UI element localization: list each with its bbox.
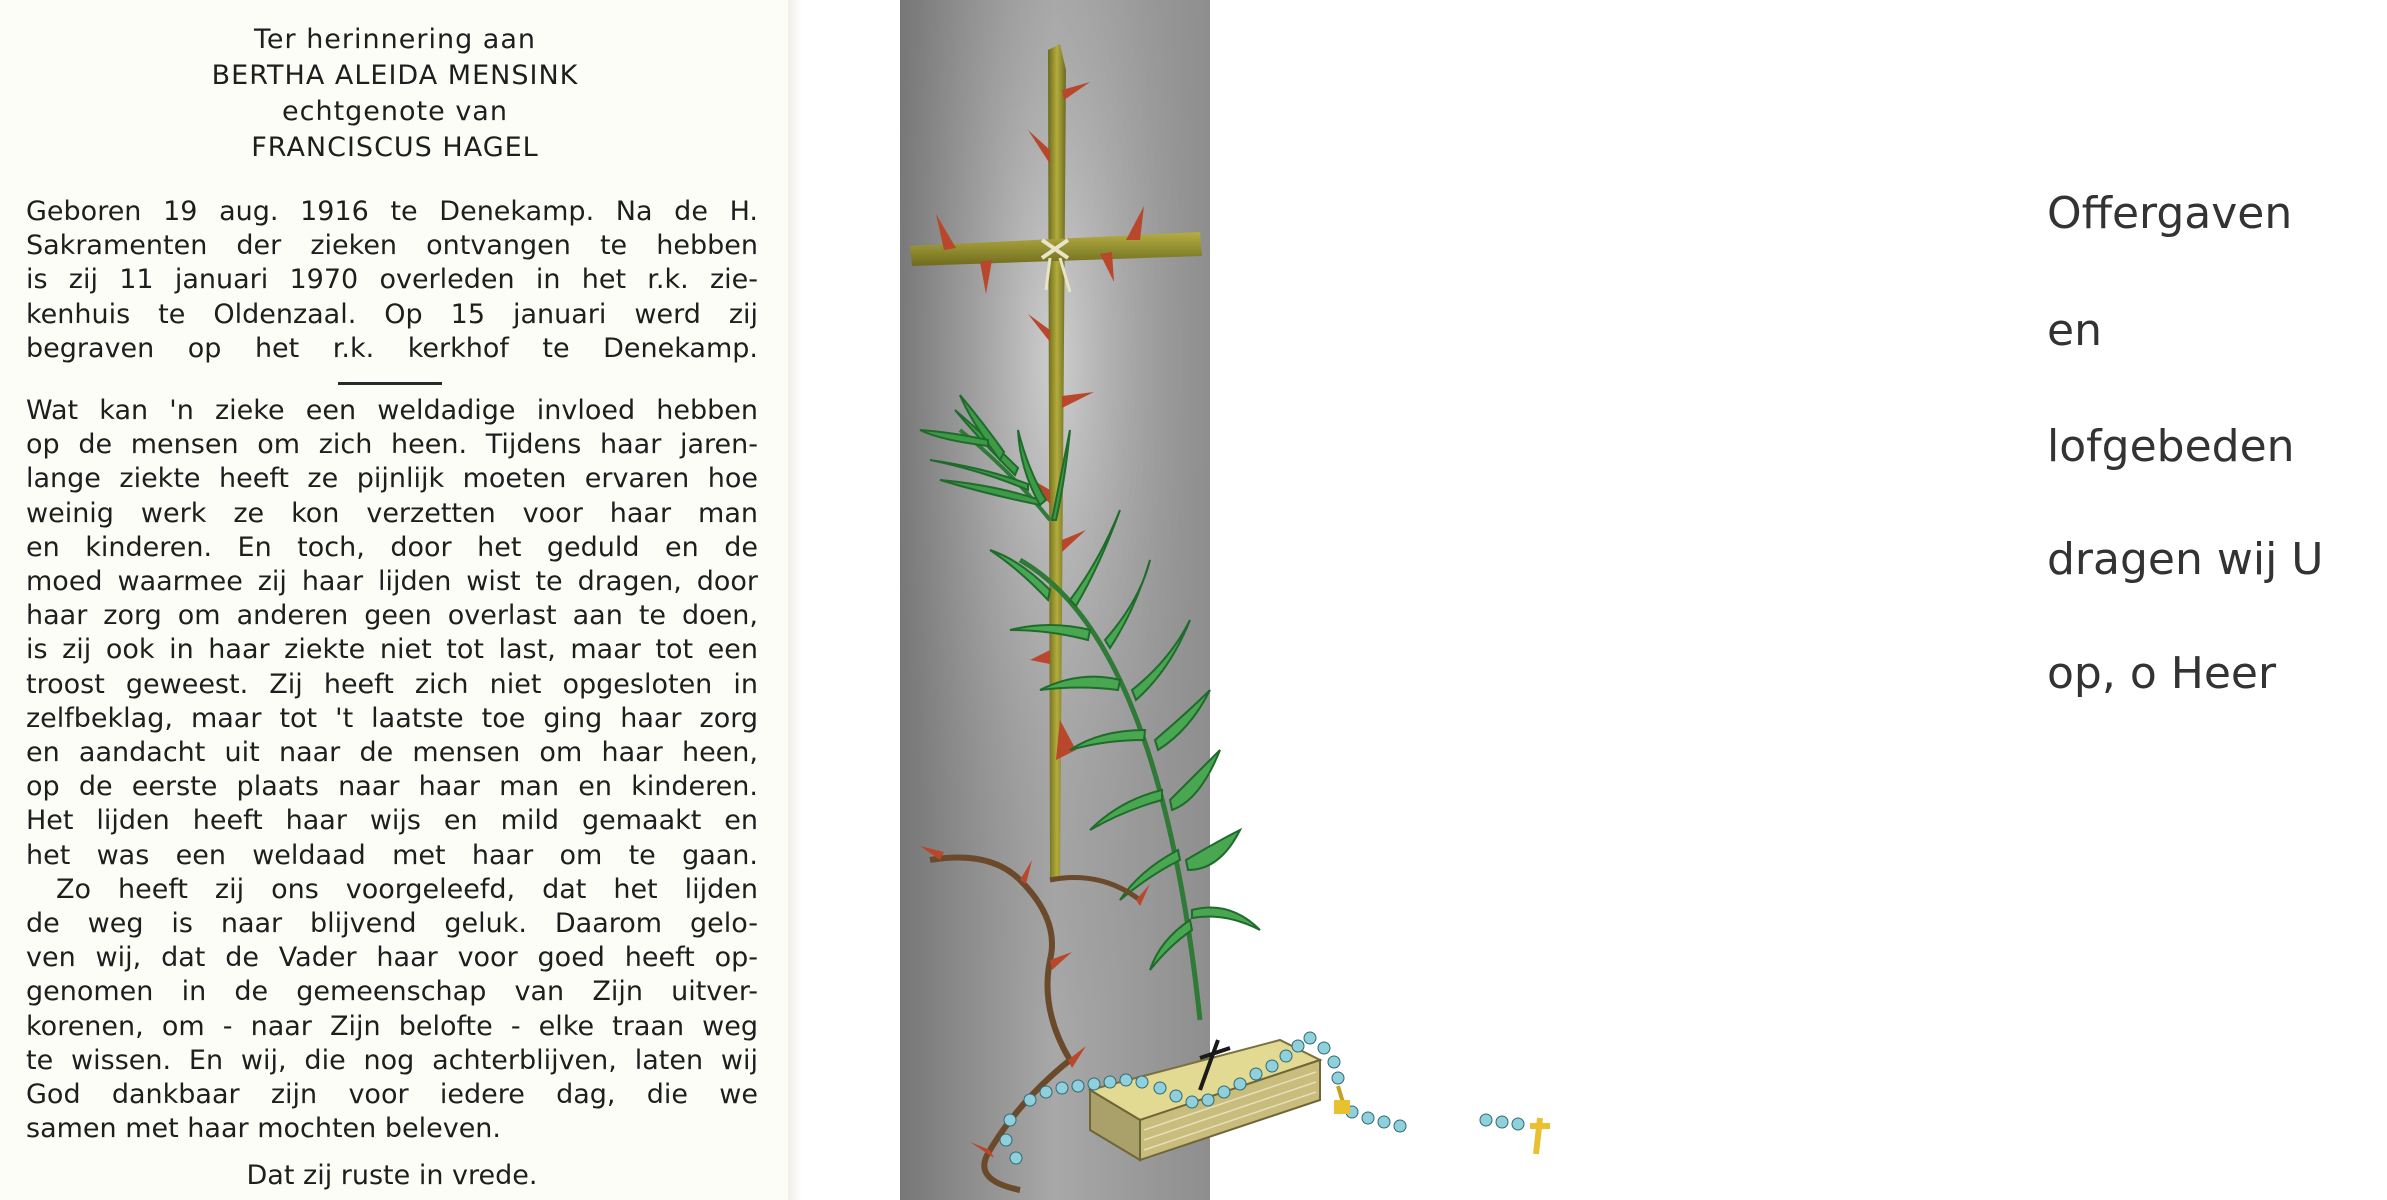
reflection-line: troost geweest. Zij heeft zich niet opgesloten in [26, 668, 758, 700]
biography-line: begraven op het r.k. kerkhof te Denekamp. [26, 332, 758, 364]
biography-line: Geboren 19 aug. 1916 te Denekamp. Na de H. [26, 196, 758, 227]
prayer-line: dragen wij U [2047, 534, 2324, 585]
section-divider [338, 382, 442, 385]
reflection-line: korenen, om - naar Zijn belofte - elke traan weg [26, 1010, 758, 1042]
memorial-header [30, 22, 760, 166]
reflection-line: God dankbaar zijn voor iedere dag, die we [26, 1079, 758, 1111]
reflection-line: het was een weldaad met haar om te gaan. [26, 839, 758, 871]
reflection-line: ven wij, dat de Vader haar voor goed heeft op- [26, 942, 758, 974]
cross-illustration [900, 0, 1412, 1200]
reflection-line: en aandacht uit naar de mensen om haar heen, [26, 737, 758, 769]
reflection-line: Zo heeft zij ons voorgeleefd, dat het lijden [56, 873, 758, 905]
reflection-line: haar zorg om anderen geen overlast aan te doen, [26, 600, 758, 632]
card-edge [788, 0, 802, 1200]
reflection-line: genomen in de gemeenschap van Zijn uitver- [26, 976, 758, 1008]
reflection-line: Wat kan 'n zieke een weldadige invloed hebben [26, 395, 758, 426]
biography-line: Sakramenten der zieken ontvangen te hebben [26, 230, 758, 262]
reflection-line: zelfbeklag, maar tot 't laatste toe ging haar zorg [26, 702, 758, 734]
reflection-line: te wissen. En wij, die nog achterblijven, laten wij [26, 1044, 758, 1076]
reflection-line: op de mensen om zich heen. Tijdens haar jaren- [26, 429, 758, 461]
intro-line: Ter herinnering aan [254, 24, 536, 55]
reflection-line: op de eerste plaats naar haar man en kinderen. [26, 771, 758, 803]
biography-paragraph [26, 195, 758, 366]
reflection-line: en kinderen. En toch, door het geduld en de [26, 531, 758, 563]
prayer-line: op, o Heer [2047, 648, 2277, 699]
reflection-paragraph [26, 394, 758, 1146]
closing-blessing: Dat zij ruste in vrede. [246, 1160, 538, 1191]
biography-line: is zij 11 januari 1970 overleden in het r.k. zie- [26, 264, 758, 296]
reflection-line: lange ziekte heeft ze pijnlijk moeten ervaren hoe [26, 463, 758, 495]
rosary-crucifix-icon [1480, 1110, 1570, 1170]
reflection-line: is zij ook in haar ziekte niet tot last, maar tot een [26, 634, 758, 666]
prayer-line: Offergaven [2047, 188, 2293, 239]
memorial-text-card [0, 0, 788, 1200]
reflection-line: de weg is naar blijvend geluk. Daarom gelo- [26, 908, 758, 940]
spouse-name: FRANCISCUS HAGEL [251, 132, 539, 163]
reflection-line: Het lijden heeft haar wijs en mild gemaakt en [26, 805, 758, 837]
deceased-name: BERTHA ALEIDA MENSINK [211, 60, 579, 91]
illustration-card [802, 0, 2324, 1200]
reflection-line: moed waarmee zij haar lijden wist te dragen, door [26, 566, 758, 598]
prayer-line: lofgebeden [2047, 421, 2295, 472]
reflection-line: weinig werk ze kon verzetten voor haar man [26, 497, 758, 529]
relation-line: echtgenote van [282, 96, 508, 127]
biography-line: kenhuis te Oldenzaal. Op 15 januari werd zij [26, 298, 758, 330]
reflection-line: samen met haar mochten beleven. [26, 1113, 502, 1145]
prayer-line: en [2047, 305, 2102, 356]
